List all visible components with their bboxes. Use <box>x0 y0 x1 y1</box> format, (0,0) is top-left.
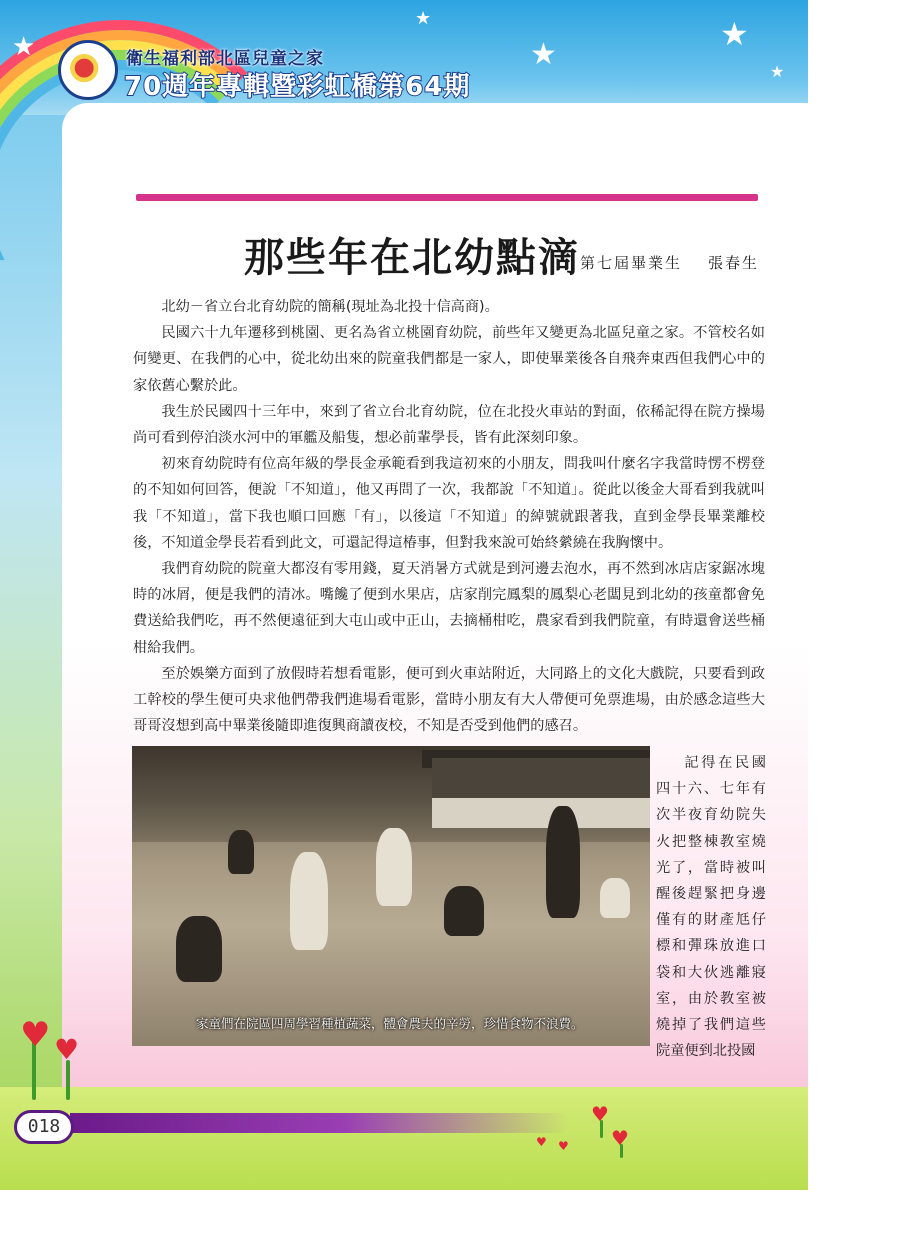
paragraph: 北幼－省立台北育幼院的簡稱(現址為北投十信高商)。 <box>161 299 499 315</box>
header-issue-title: 70週年專輯暨彩虹橋第64期 <box>124 72 471 102</box>
paragraph: 初來育幼院時有位高年級的學長金承範看到我這初來的小朋友，問我叫什麼名字我當時愣不楞登的不知如何回答，便說「不知道」，他又再問了一次，我都說「不知道」。從此以後金大哥看到我就叫我「不知道」，當下我也順口回應「有」，以後這「不知道」的綽號就跟著我，直到金學長畢業離校後，不知道金學長若看到此文，可還記得這椿事，但對我來說可始終縈繞在我胸懷中。 <box>133 456 765 551</box>
historical-photo <box>132 746 650 1046</box>
paragraph: 我們育幼院的院童大都沒有零用錢，夏天消暑方式就是到河邊去泡水，再不然到冰店店家鋸冰塊時的冰屑，便是我們的清冰。嘴饞了便到水果店，店家削完鳳梨的鳳梨心老闆見到北幼的孩童都會免費送給我們吃，再不然便遠征到大屯山或中正山，去摘桶柑吃，農家看到我們院童，有時還會送些桶柑給我們。 <box>133 561 765 656</box>
photo-caption: 家童們在院區四周學習種植蔬菜，體會農夫的辛勞，珍惜食物不浪費。 <box>196 1016 584 1031</box>
photo-child <box>176 916 222 982</box>
article-title: 那些年在北幼點滴 <box>244 234 580 281</box>
footer-band <box>70 1113 570 1133</box>
article-body <box>133 294 765 739</box>
photo-child <box>600 878 630 918</box>
byline-name: 張春生 <box>708 254 760 272</box>
photo-child <box>376 828 412 906</box>
flower-stem <box>66 1060 70 1100</box>
side-column-text <box>656 750 766 1064</box>
paragraph: 我生於民國四十三年中，來到了省立台北育幼院，位在北投火車站的對面，依稀記得在院方操場尚可看到停泊淡水河中的軍艦及船隻，想必前輩學長，皆有此深刻印象。 <box>133 403 765 447</box>
photo-child <box>228 830 254 874</box>
organization-logo <box>58 40 118 100</box>
header-organization: 衛生福利部北區兒童之家 <box>126 49 324 69</box>
heart-icon: ♥ <box>611 1126 629 1150</box>
paragraph: 至於娛樂方面到了放假時若想看電影，便可到火車站附近，大同路上的文化大戲院，只要看到政工幹校的學生便可央求他們帶我們進場看電影，當時小朋友有大人帶便可免票進場，由於感念這些大哥哥沒想到高中畢業後隨即進復興商讀夜校，不知是否受到他們的感召。 <box>133 665 765 735</box>
page-number: 018 <box>14 1110 74 1144</box>
paragraph: 記得在民國四十六、七年有次半夜育幼院失火把整棟教室燒光了，當時被叫醒後趕緊把身邊僅有的財產尪仔標和彈珠放進口袋和大伙逃離寢室，由於教室被燒掉了我們這些院童便到北投國 <box>656 755 766 1060</box>
star-icon: ★ <box>12 32 36 62</box>
paragraph: 民國六十九年遷移到桃園、更名為省立桃園育幼院，前些年又變更為北區兒童之家。不管校名如何變更、在我們的心中，從北幼出來的院童我們都是一家人，即使畢業後各自飛奔東西但我們心中的家依舊心繫於此。 <box>133 325 765 394</box>
photo-child <box>290 852 328 950</box>
heart-icon: ♥ <box>20 1015 51 1055</box>
article-byline <box>580 252 759 273</box>
photo-wall <box>432 798 650 828</box>
heart-icon: ♥ <box>536 1135 547 1149</box>
star-icon: ★ <box>770 62 785 81</box>
heart-icon: ♥ <box>591 1102 609 1126</box>
star-icon: ★ <box>720 15 749 53</box>
photo-adult <box>546 806 580 918</box>
footer-grass <box>0 1087 808 1190</box>
star-icon: ★ <box>530 37 557 72</box>
title-rule <box>136 194 758 201</box>
byline-role: 第七屆畢業生 <box>580 254 683 272</box>
heart-icon: ♥ <box>54 1033 80 1066</box>
star-icon: ★ <box>415 8 432 29</box>
photo-child <box>444 886 484 936</box>
heart-icon: ♥ <box>558 1139 569 1153</box>
